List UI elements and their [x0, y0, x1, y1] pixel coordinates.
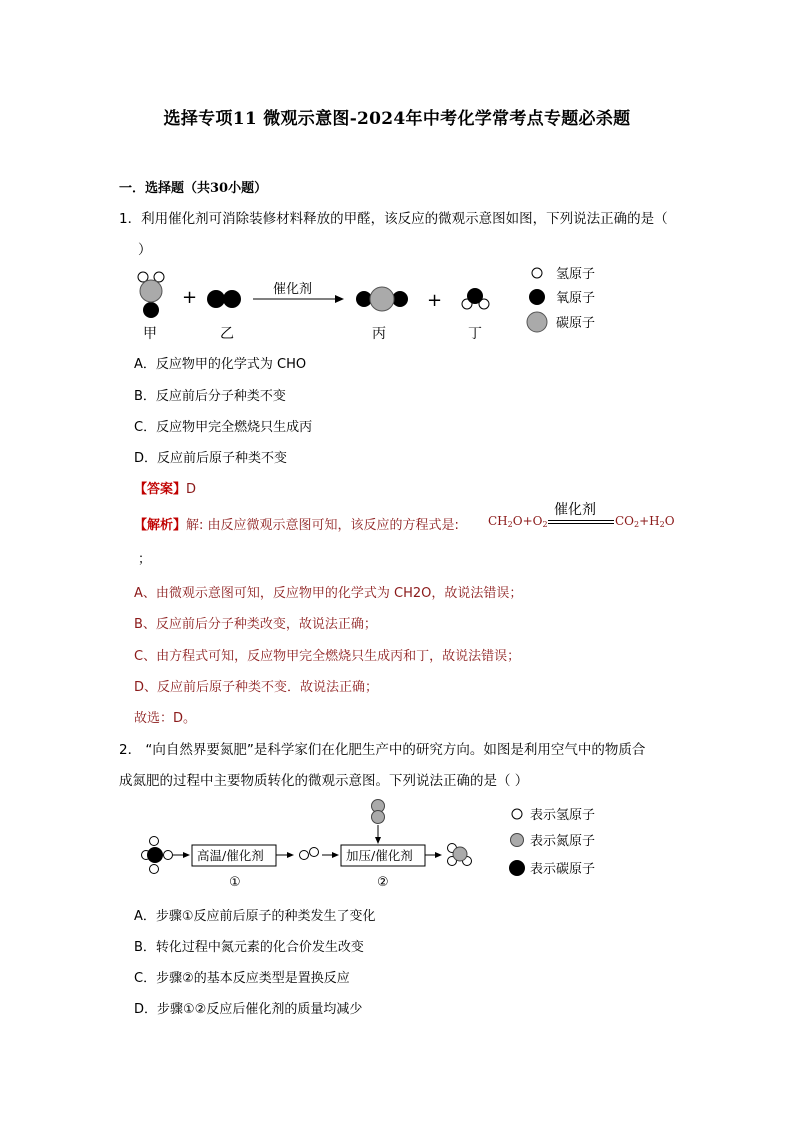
- equation-catalyst: 催化剂: [554, 502, 596, 518]
- legend-hydrogen: 氢原子: [556, 267, 596, 282]
- oxygen-atom-icon: [529, 289, 545, 305]
- q1-answer: [134, 478, 196, 497]
- label-ding: 丁: [468, 326, 482, 342]
- q2-option-a: A．步骤①反应前后原子的种类发生了变化: [134, 909, 376, 924]
- carbon-atom-icon: [527, 312, 547, 332]
- q1-analysis-line: [134, 514, 459, 533]
- q1-option-c: C．反应物甲完全燃烧只生成丙: [134, 420, 313, 435]
- q1-stem-line1: 1．利用催化剂可消除装修材料释放的甲醛，该反应的微观示意图如图，下列说法正确的是（: [119, 211, 668, 227]
- q2-option-b: B．转化过程中氮元素的化合价发生改变: [134, 940, 364, 955]
- page-title: 选择专项11 微观示意图-2024年中考化学常考点专题必杀题: [163, 109, 631, 129]
- q1-option-d: D．反应前后原子种类不变: [134, 451, 288, 466]
- q2-stem-line1: 2． “向自然界要氮肥”是科学家们在化肥生产中的研究方向。如图是利用空气中的物质合: [119, 742, 646, 758]
- arrow-head-icon: [435, 852, 442, 858]
- analysis-tag: 【解析】: [134, 518, 187, 533]
- equation-right: $CO_2+H_2O$: [615, 514, 675, 529]
- q1-expl-b: B、反应前后分子种类改变，故说法正确；: [134, 617, 377, 632]
- q2-process-diagram: [134, 797, 614, 892]
- q2-legend: [509, 808, 595, 877]
- carbon-atom-icon: [509, 860, 525, 876]
- legend-nitrogen: 表示氮原子: [530, 834, 596, 849]
- nitrogen-molecule: [372, 800, 385, 824]
- molecule-bing: [356, 287, 408, 311]
- label-jia: 甲: [143, 326, 157, 342]
- legend-carbon: 碳原子: [556, 316, 596, 331]
- plus-sign-1: +: [182, 287, 198, 308]
- q1-expl-d: D、反应前后原子种类不变．故说法正确；: [134, 680, 379, 695]
- step1-number: ①: [229, 875, 241, 890]
- q1-option-b: B．反应前后分子种类不变: [134, 389, 286, 404]
- q2-stem-line2: 成氮肥的过程中主要物质转化的微观示意图。下列说法正确的是（ ）: [119, 773, 529, 789]
- legend-oxygen: 氧原子: [556, 291, 596, 306]
- molecule-jia: [138, 272, 164, 318]
- q1-option-a: A．反应物甲的化学式为 CHO: [134, 357, 307, 372]
- q1-stem-line2: ）: [138, 242, 152, 258]
- q1-expl-c: C、由方程式可知，反应物甲完全燃烧只生成丙和丁，故说法错误；: [134, 649, 521, 664]
- hydrogen-atom-icon: [512, 809, 522, 819]
- arrow-head-icon: [183, 852, 190, 858]
- section-heading: 一．选择题（共30小题）: [119, 181, 268, 196]
- arrow-down-icon: [375, 837, 381, 844]
- nitrogen-atom-icon: [511, 834, 524, 847]
- q1-choice: 故选：D。: [134, 711, 197, 726]
- equation-line-top: [548, 520, 614, 521]
- legend: [527, 267, 595, 332]
- q1-expl-a: A、由微观示意图可知，反应物甲的化学式为 CH2O，故说法错误；: [134, 586, 523, 601]
- equation-line-bottom: [548, 523, 614, 524]
- arrow-head-icon: [287, 852, 294, 858]
- methane-molecule: [142, 837, 173, 874]
- semicolon: ；: [138, 552, 152, 567]
- molecule-yi: [207, 290, 241, 308]
- catalyst-label: 催化剂: [273, 282, 313, 297]
- step2-label: 加压/催化剂: [346, 848, 413, 863]
- arrow-head-icon: [335, 295, 344, 303]
- hydrogen-molecule: [300, 848, 319, 860]
- hydrogen-atom-icon: [532, 268, 542, 278]
- step1-label: 高温/催化剂: [197, 848, 264, 863]
- step2-number: ②: [377, 875, 389, 890]
- answer-tag: 【答案】: [134, 482, 187, 497]
- analysis-intro: 解: 由反应微观示意图可知，该反应的方程式是:: [186, 518, 459, 533]
- label-bing: 丙: [372, 326, 386, 342]
- equation-left: $CH_2O+O_2$: [488, 514, 548, 529]
- molecule-ding: [462, 288, 489, 309]
- legend-hydrogen: 表示氢原子: [530, 808, 596, 823]
- ammonia-molecule: [448, 844, 472, 866]
- q2-option-d: D．步骤①②反应后催化剂的质量均减少: [134, 1002, 363, 1017]
- label-yi: 乙: [220, 326, 234, 342]
- q1-reaction-diagram: [130, 262, 630, 346]
- legend-carbon: 表示碳原子: [530, 862, 596, 877]
- answer-value: D: [186, 482, 197, 497]
- q2-option-c: C．步骤②的基本反应类型是置换反应: [134, 971, 350, 986]
- plus-sign-2: +: [427, 290, 443, 311]
- arrow-head-icon: [332, 852, 339, 858]
